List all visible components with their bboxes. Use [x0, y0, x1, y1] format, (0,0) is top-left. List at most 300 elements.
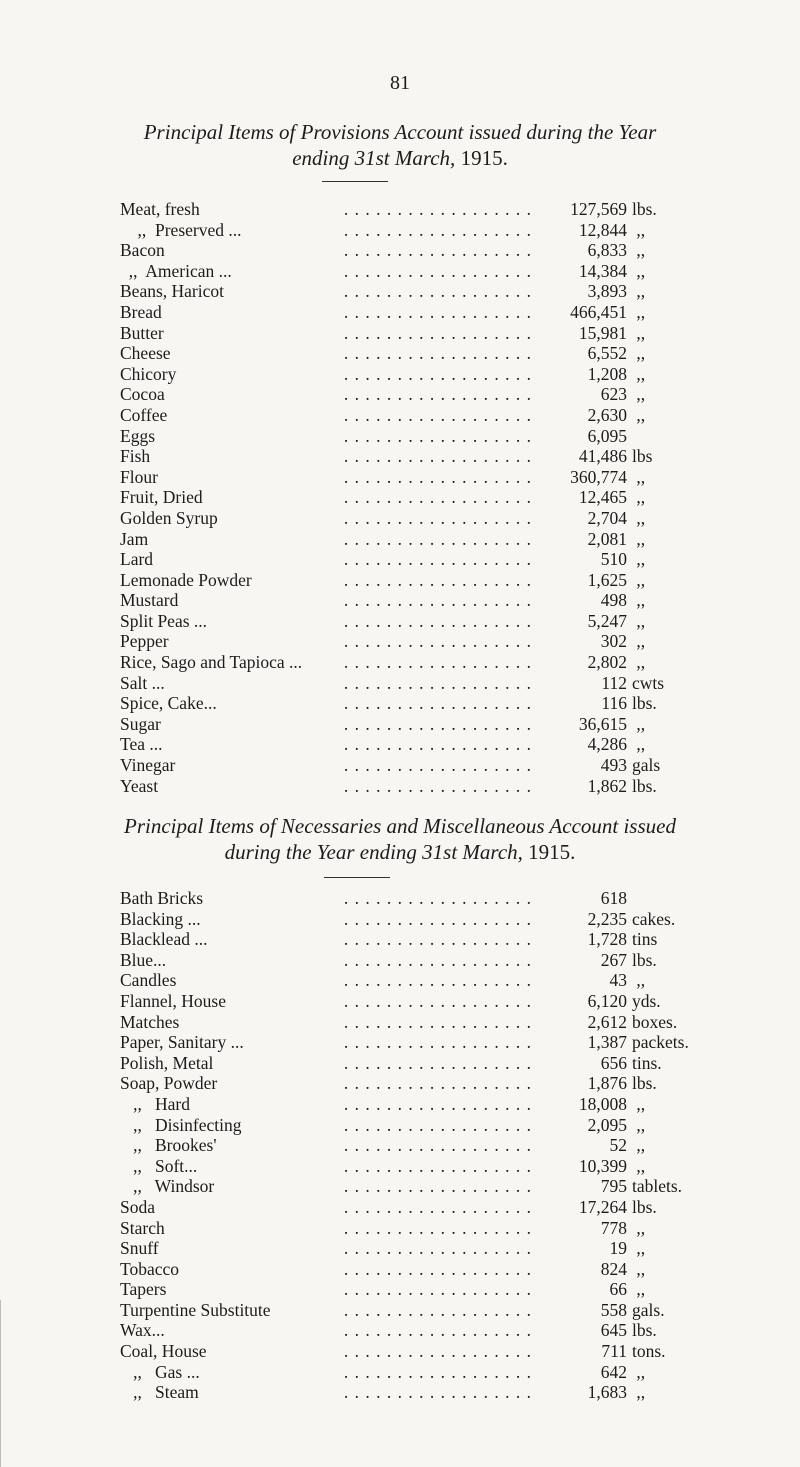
- item-label-text: Meat, fresh: [120, 199, 204, 219]
- item-quantity: 1,625: [587, 569, 627, 590]
- item-label: [120, 888, 207, 909]
- leader-dots: . . . . . . . . . . . . . . . . . .: [343, 528, 532, 549]
- item-quantity: 112: [601, 672, 627, 693]
- page-edge-mark: [0, 1300, 7, 1467]
- item-quantity: 2,630: [587, 404, 627, 425]
- leader-dots: . . . . . . . . . . . . . . . . . .: [343, 384, 532, 405]
- leader-dots: . . . . . . . . . . . . . . . . . .: [343, 1320, 532, 1341]
- item-quantity: 10,399: [578, 1155, 627, 1176]
- leader-dots: . . . . . . . . . . . . . . . . . .: [343, 281, 532, 302]
- item-label-text: Chicory: [120, 364, 180, 384]
- item-unit: ,,: [632, 1361, 646, 1382]
- item-quantity: 12,844: [578, 219, 627, 240]
- table-row: [120, 364, 760, 385]
- item-quantity: 52: [609, 1135, 627, 1156]
- item-quantity: 3,893: [587, 281, 627, 302]
- item-label-text: Coal, House: [120, 1341, 211, 1361]
- item-label: [120, 570, 256, 591]
- item-label: [120, 1032, 248, 1053]
- item-quantity: 466,451: [570, 301, 627, 322]
- item-label: [120, 1156, 201, 1177]
- item-unit: cakes.: [632, 908, 676, 929]
- leader-dots: . . . . . . . . . . . . . . . . . .: [343, 1361, 532, 1382]
- necessaries-heading-year: 1915.: [528, 840, 576, 864]
- provisions-heading-line-2: [0, 145, 800, 171]
- item-label-text: Lemonade Powder: [120, 570, 256, 590]
- item-label-text: Snuff: [120, 1238, 163, 1258]
- item-label-text: Pepper: [120, 631, 173, 651]
- table-row: [120, 673, 760, 694]
- leader-dots: . . . . . . . . . . . . . . . . . .: [343, 908, 532, 929]
- item-unit: cwts: [632, 672, 665, 693]
- item-label-text: Blacklead ...: [120, 929, 211, 949]
- item-label: [120, 508, 222, 529]
- leader-dots: . . . . . . . . . . . . . . . . . .: [343, 1238, 532, 1259]
- table-row: [120, 343, 760, 364]
- item-quantity: 558: [600, 1299, 627, 1320]
- item-label-text: Wax...: [120, 1320, 169, 1340]
- item-label-text: ,, Hard: [120, 1094, 194, 1114]
- item-quantity: 1,208: [587, 363, 627, 384]
- leader-dots: . . . . . . . . . . . . . . . . . .: [343, 549, 532, 570]
- item-label: [120, 970, 180, 991]
- item-quantity: 1,387: [587, 1032, 627, 1053]
- item-unit: ,,: [632, 1238, 646, 1259]
- leader-dots: . . . . . . . . . . . . . . . . . .: [343, 199, 532, 219]
- table-row: [120, 549, 760, 570]
- provisions-divider: [322, 181, 388, 182]
- leader-dots: . . . . . . . . . . . . . . . . . .: [343, 990, 532, 1011]
- leader-dots: . . . . . . . . . . . . . . . . . .: [343, 1258, 532, 1279]
- item-quantity: 302: [600, 631, 627, 652]
- item-unit: ,,: [632, 610, 646, 631]
- leader-dots: . . . . . . . . . . . . . . . . . .: [343, 569, 532, 590]
- item-label: [120, 364, 180, 385]
- item-unit: ,,: [632, 1155, 646, 1176]
- item-label: [120, 991, 230, 1012]
- item-unit: ,,: [632, 569, 646, 590]
- necessaries-heading-line-2: [0, 839, 800, 865]
- item-label-text: ,, Brookes': [120, 1135, 220, 1155]
- leader-dots: . . . . . . . . . . . . . . . . . .: [343, 755, 532, 776]
- leader-dots: . . . . . . . . . . . . . . . . . .: [343, 1196, 532, 1217]
- item-unit: packets.: [632, 1032, 689, 1053]
- item-label: [120, 1362, 204, 1383]
- table-row: [120, 991, 760, 1012]
- leader-dots: . . . . . . . . . . . . . . . . . .: [343, 734, 532, 755]
- item-unit: ,,: [632, 970, 646, 991]
- item-label: [120, 467, 162, 488]
- item-unit: ,,: [632, 384, 646, 405]
- item-unit: ,,: [632, 1258, 646, 1279]
- table-row: [120, 1279, 760, 1300]
- table-row: [120, 950, 760, 971]
- item-label-text: Starch: [120, 1218, 169, 1238]
- item-label-text: Vinegar: [120, 755, 179, 775]
- item-quantity: 618: [600, 888, 627, 908]
- item-label-text: ,, Preserved ...: [120, 220, 246, 240]
- leader-dots: . . . . . . . . . . . . . . . . . .: [343, 693, 532, 714]
- item-unit: ,,: [632, 713, 646, 734]
- item-quantity: 66: [609, 1279, 627, 1300]
- item-label: [120, 1094, 194, 1115]
- page-number: 81: [390, 72, 410, 94]
- leader-dots: . . . . . . . . . . . . . . . . . .: [343, 1093, 532, 1114]
- item-unit: gals: [632, 755, 661, 776]
- item-quantity: 642: [600, 1361, 627, 1382]
- item-unit: lbs.: [632, 949, 657, 970]
- item-unit: ,,: [632, 487, 646, 508]
- item-label-text: ,, Disinfecting: [120, 1115, 246, 1135]
- item-label: [120, 776, 162, 797]
- item-quantity: 1,862: [587, 775, 627, 796]
- leader-dots: . . . . . . . . . . . . . . . . . .: [343, 775, 532, 796]
- leader-dots: . . . . . . . . . . . . . . . . . .: [343, 610, 532, 631]
- leader-dots: . . . . . . . . . . . . . . . . . .: [343, 1135, 532, 1156]
- leader-dots: . . . . . . . . . . . . . . . . . .: [343, 590, 532, 611]
- leader-dots: . . . . . . . . . . . . . . . . . .: [343, 343, 532, 364]
- item-label: [120, 1341, 211, 1362]
- leader-dots: . . . . . . . . . . . . . . . . . .: [343, 219, 532, 240]
- item-unit: ,,: [632, 528, 646, 549]
- item-label-text: Golden Syrup: [120, 508, 222, 528]
- item-unit: ,,: [632, 343, 646, 364]
- item-label: [120, 1176, 218, 1197]
- table-row: [120, 508, 760, 529]
- item-label: [120, 405, 171, 426]
- item-label: [120, 261, 236, 282]
- item-quantity: 2,802: [587, 652, 627, 673]
- item-unit: ,,: [632, 466, 646, 487]
- table-row: [120, 1115, 760, 1136]
- item-quantity: 656: [600, 1052, 627, 1073]
- item-unit: tablets.: [632, 1176, 683, 1197]
- item-label: [120, 1053, 217, 1074]
- item-label: [120, 1279, 170, 1300]
- table-row: [120, 529, 760, 550]
- item-unit: ,,: [632, 1279, 646, 1300]
- table-row: [120, 302, 760, 323]
- table-row: [120, 776, 760, 797]
- item-label: [120, 693, 221, 714]
- necessaries-heading-line-1: [0, 813, 800, 839]
- leader-dots: . . . . . . . . . . . . . . . . . .: [343, 322, 532, 343]
- item-label-text: Mustard: [120, 590, 182, 610]
- item-label-text: Eggs: [120, 426, 159, 446]
- item-unit: lbs.: [632, 1073, 657, 1094]
- item-quantity: 623: [600, 384, 627, 405]
- leader-dots: . . . . . . . . . . . . . . . . . .: [343, 446, 532, 467]
- item-label: [120, 384, 169, 405]
- item-label-text: Coffee: [120, 405, 171, 425]
- leader-dots: . . . . . . . . . . . . . . . . . .: [343, 713, 532, 734]
- item-unit: lbs: [632, 446, 653, 467]
- item-label: [120, 1135, 220, 1156]
- leader-dots: . . . . . . . . . . . . . . . . . .: [343, 507, 532, 528]
- leader-dots: . . . . . . . . . . . . . . . . . .: [343, 240, 532, 261]
- item-label: [120, 611, 211, 632]
- table-row: [120, 1362, 760, 1383]
- leader-dots: . . . . . . . . . . . . . . . . . .: [343, 929, 532, 950]
- item-label: [120, 1218, 169, 1239]
- item-unit: ,,: [632, 301, 646, 322]
- item-label-text: ,, Windsor: [120, 1176, 218, 1196]
- item-quantity: 12,465: [578, 487, 627, 508]
- table-row: [120, 590, 760, 611]
- item-quantity: 1,876: [587, 1073, 627, 1094]
- table-row: [120, 888, 760, 909]
- item-label-text: Soda: [120, 1197, 159, 1217]
- item-quantity: 6,120: [587, 990, 627, 1011]
- item-quantity: 19: [609, 1238, 627, 1259]
- leader-dots: . . . . . . . . . . . . . . . . . .: [343, 1155, 532, 1176]
- item-label-text: Flannel, House: [120, 991, 230, 1011]
- provisions-heading-line-1: [0, 119, 800, 145]
- table-row: [120, 446, 760, 467]
- leader-dots: . . . . . . . . . . . . . . . . . .: [343, 363, 532, 384]
- item-quantity: 493: [600, 755, 627, 776]
- item-label-text: Blue...: [120, 950, 170, 970]
- item-label-text: Bath Bricks: [120, 888, 207, 908]
- table-row: [120, 1012, 760, 1033]
- item-unit: ,,: [632, 322, 646, 343]
- leader-dots: . . . . . . . . . . . . . . . . . .: [343, 1382, 532, 1403]
- table-row: [120, 487, 760, 508]
- provisions-heading-day: 31: [354, 146, 376, 170]
- provisions-table: [120, 199, 760, 796]
- item-label: [120, 549, 157, 570]
- item-label: [120, 1320, 169, 1341]
- leader-dots: . . . . . . . . . . . . . . . . . .: [343, 404, 532, 425]
- item-unit: gals.: [632, 1299, 665, 1320]
- item-quantity: 824: [600, 1258, 627, 1279]
- table-row: [120, 1341, 760, 1362]
- item-label: [120, 446, 154, 467]
- item-unit: ,,: [632, 1135, 646, 1156]
- item-label: [120, 426, 159, 447]
- item-label: [120, 281, 228, 302]
- table-row: [120, 426, 760, 447]
- provisions-heading-prefix: ending: [292, 146, 355, 170]
- table-row: [120, 631, 760, 652]
- necessaries-heading-prefix: during the Year ending: [224, 840, 423, 864]
- leader-dots: . . . . . . . . . . . . . . . . . .: [343, 1011, 532, 1032]
- table-row: [120, 220, 760, 241]
- item-label-text: Matches: [120, 1012, 183, 1032]
- item-quantity: 43: [609, 970, 627, 991]
- item-quantity: 711: [601, 1341, 627, 1362]
- leader-dots: . . . . . . . . . . . . . . . . . .: [343, 1217, 532, 1238]
- table-row: [120, 1218, 760, 1239]
- item-quantity: 2,235: [587, 908, 627, 929]
- item-unit: ,,: [632, 240, 646, 261]
- item-quantity: 5,247: [587, 610, 627, 631]
- item-label-text: Bread: [120, 302, 166, 322]
- item-label: [120, 590, 182, 611]
- provisions-heading-text: Principal Items of Provisions Account issued during the Year: [143, 120, 657, 144]
- item-label-text: ,, Soft...: [120, 1156, 201, 1176]
- item-label-text: Spice, Cake...: [120, 693, 221, 713]
- item-unit: tons.: [632, 1341, 666, 1362]
- item-label: [120, 1115, 246, 1136]
- leader-dots: . . . . . . . . . . . . . . . . . .: [343, 1073, 532, 1094]
- item-label: [120, 929, 211, 950]
- item-quantity: 510: [600, 549, 627, 570]
- item-quantity: 2,704: [587, 507, 627, 528]
- leader-dots: . . . . . . . . . . . . . . . . . .: [343, 631, 532, 652]
- table-row: [120, 970, 760, 991]
- item-label-text: Rice, Sago and Tapioca ...: [120, 652, 306, 672]
- table-row: [120, 384, 760, 405]
- item-label-text: Fish: [120, 446, 154, 466]
- table-row: [120, 755, 760, 776]
- necessaries-divider: [324, 877, 390, 878]
- item-label: [120, 220, 246, 241]
- item-label-text: Lard: [120, 549, 157, 569]
- item-unit: ,,: [632, 652, 646, 673]
- item-label: [120, 734, 167, 755]
- leader-dots: . . . . . . . . . . . . . . . . . .: [343, 949, 532, 970]
- item-quantity: 2,612: [587, 1011, 627, 1032]
- item-unit: tins: [632, 929, 658, 950]
- item-unit: ,,: [632, 1093, 646, 1114]
- item-label-text: Soap, Powder: [120, 1073, 221, 1093]
- item-label-text: Cheese: [120, 343, 175, 363]
- item-label-text: ,, Gas ...: [120, 1362, 204, 1382]
- item-label-text: Cocoa: [120, 384, 169, 404]
- table-row: [120, 1238, 760, 1259]
- item-quantity: 778: [600, 1217, 627, 1238]
- item-unit: lbs.: [632, 1320, 657, 1341]
- item-quantity: 17,264: [578, 1196, 627, 1217]
- item-quantity: 267: [600, 949, 627, 970]
- item-quantity: 1,683: [587, 1382, 627, 1403]
- leader-dots: . . . . . . . . . . . . . . . . . .: [343, 652, 532, 673]
- item-unit: ,,: [632, 363, 646, 384]
- item-label: [120, 302, 166, 323]
- leader-dots: . . . . . . . . . . . . . . . . . .: [343, 1341, 532, 1362]
- item-unit: ,,: [632, 631, 646, 652]
- table-row: [120, 281, 760, 302]
- item-label: [120, 652, 306, 673]
- table-row: [120, 734, 760, 755]
- item-label: [120, 673, 169, 694]
- item-unit: yds.: [632, 990, 661, 1011]
- table-row: [120, 1073, 760, 1094]
- item-label-text: ,, American ...: [120, 261, 236, 281]
- leader-dots: . . . . . . . . . . . . . . . . . .: [343, 487, 532, 508]
- item-quantity: 2,095: [587, 1114, 627, 1135]
- item-label: [120, 487, 207, 508]
- table-row: [120, 199, 760, 220]
- item-unit: ,,: [632, 1217, 646, 1238]
- item-unit: tins.: [632, 1052, 662, 1073]
- table-row: [120, 405, 760, 426]
- item-label-text: Sugar: [120, 714, 165, 734]
- table-row: [120, 1094, 760, 1115]
- item-unit: lbs.: [632, 693, 657, 714]
- table-row: [120, 714, 760, 735]
- item-label-text: Beans, Haricot: [120, 281, 228, 301]
- item-quantity: 116: [601, 693, 627, 714]
- table-row: [120, 929, 760, 950]
- table-row: [120, 1300, 760, 1321]
- item-quantity: 360,774: [570, 466, 627, 487]
- item-label-text: Tea ...: [120, 734, 167, 754]
- leader-dots: . . . . . . . . . . . . . . . . . .: [343, 260, 532, 281]
- item-label-text: Paper, Sanitary ...: [120, 1032, 248, 1052]
- leader-dots: . . . . . . . . . . . . . . . . . .: [343, 1299, 532, 1320]
- item-unit: ,,: [632, 281, 646, 302]
- table-row: [120, 1320, 760, 1341]
- item-unit: ,,: [632, 507, 646, 528]
- leader-dots: . . . . . . . . . . . . . . . . . .: [343, 888, 532, 908]
- item-unit: ,,: [632, 260, 646, 281]
- table-row: [120, 261, 760, 282]
- item-label: [120, 199, 204, 220]
- leader-dots: . . . . . . . . . . . . . . . . . .: [343, 301, 532, 322]
- table-row: [120, 1197, 760, 1218]
- item-unit: ,,: [632, 219, 646, 240]
- table-row: [120, 1382, 760, 1403]
- item-label: [120, 714, 165, 735]
- leader-dots: . . . . . . . . . . . . . . . . . .: [343, 970, 532, 991]
- item-unit: lbs.: [632, 199, 657, 219]
- item-label: [120, 529, 152, 550]
- table-row: [120, 909, 760, 930]
- table-row: [120, 240, 760, 261]
- leader-dots: . . . . . . . . . . . . . . . . . .: [343, 1052, 532, 1073]
- item-quantity: 41,486: [578, 446, 627, 467]
- table-row: [120, 467, 760, 488]
- item-unit: ,,: [632, 734, 646, 755]
- item-label: [120, 1238, 163, 1259]
- item-label: [120, 1259, 183, 1280]
- item-label-text: Fruit, Dried: [120, 487, 207, 507]
- leader-dots: . . . . . . . . . . . . . . . . . .: [343, 672, 532, 693]
- item-quantity: 4,286: [587, 734, 627, 755]
- item-label: [120, 323, 168, 344]
- item-unit: lbs.: [632, 1196, 657, 1217]
- leader-dots: . . . . . . . . . . . . . . . . . .: [343, 466, 532, 487]
- table-row: [120, 1156, 760, 1177]
- item-label-text: Tapers: [120, 1279, 170, 1299]
- item-label: [120, 1382, 203, 1403]
- item-label: [120, 631, 173, 652]
- table-row: [120, 652, 760, 673]
- leader-dots: . . . . . . . . . . . . . . . . . .: [343, 425, 532, 446]
- item-label-text: Butter: [120, 323, 168, 343]
- item-quantity: 6,833: [587, 240, 627, 261]
- table-row: [120, 1135, 760, 1156]
- table-row: [120, 693, 760, 714]
- item-label-text: ,, Steam: [120, 1382, 203, 1402]
- item-unit: ,,: [632, 590, 646, 611]
- item-label-text: Jam: [120, 529, 152, 549]
- necessaries-heading-text: Principal Items of Necessaries and Miscellaneous Account issued: [124, 814, 676, 838]
- item-label: [120, 343, 175, 364]
- leader-dots: . . . . . . . . . . . . . . . . . .: [343, 1176, 532, 1197]
- leader-dots: . . . . . . . . . . . . . . . . . .: [343, 1279, 532, 1300]
- table-row: [120, 1176, 760, 1197]
- item-label-text: Candles: [120, 970, 180, 990]
- item-label: [120, 950, 170, 971]
- item-quantity: 498: [600, 590, 627, 611]
- item-quantity: 6,095: [587, 425, 627, 446]
- table-row: [120, 1259, 760, 1280]
- item-quantity: 645: [600, 1320, 627, 1341]
- item-label: [120, 1012, 183, 1033]
